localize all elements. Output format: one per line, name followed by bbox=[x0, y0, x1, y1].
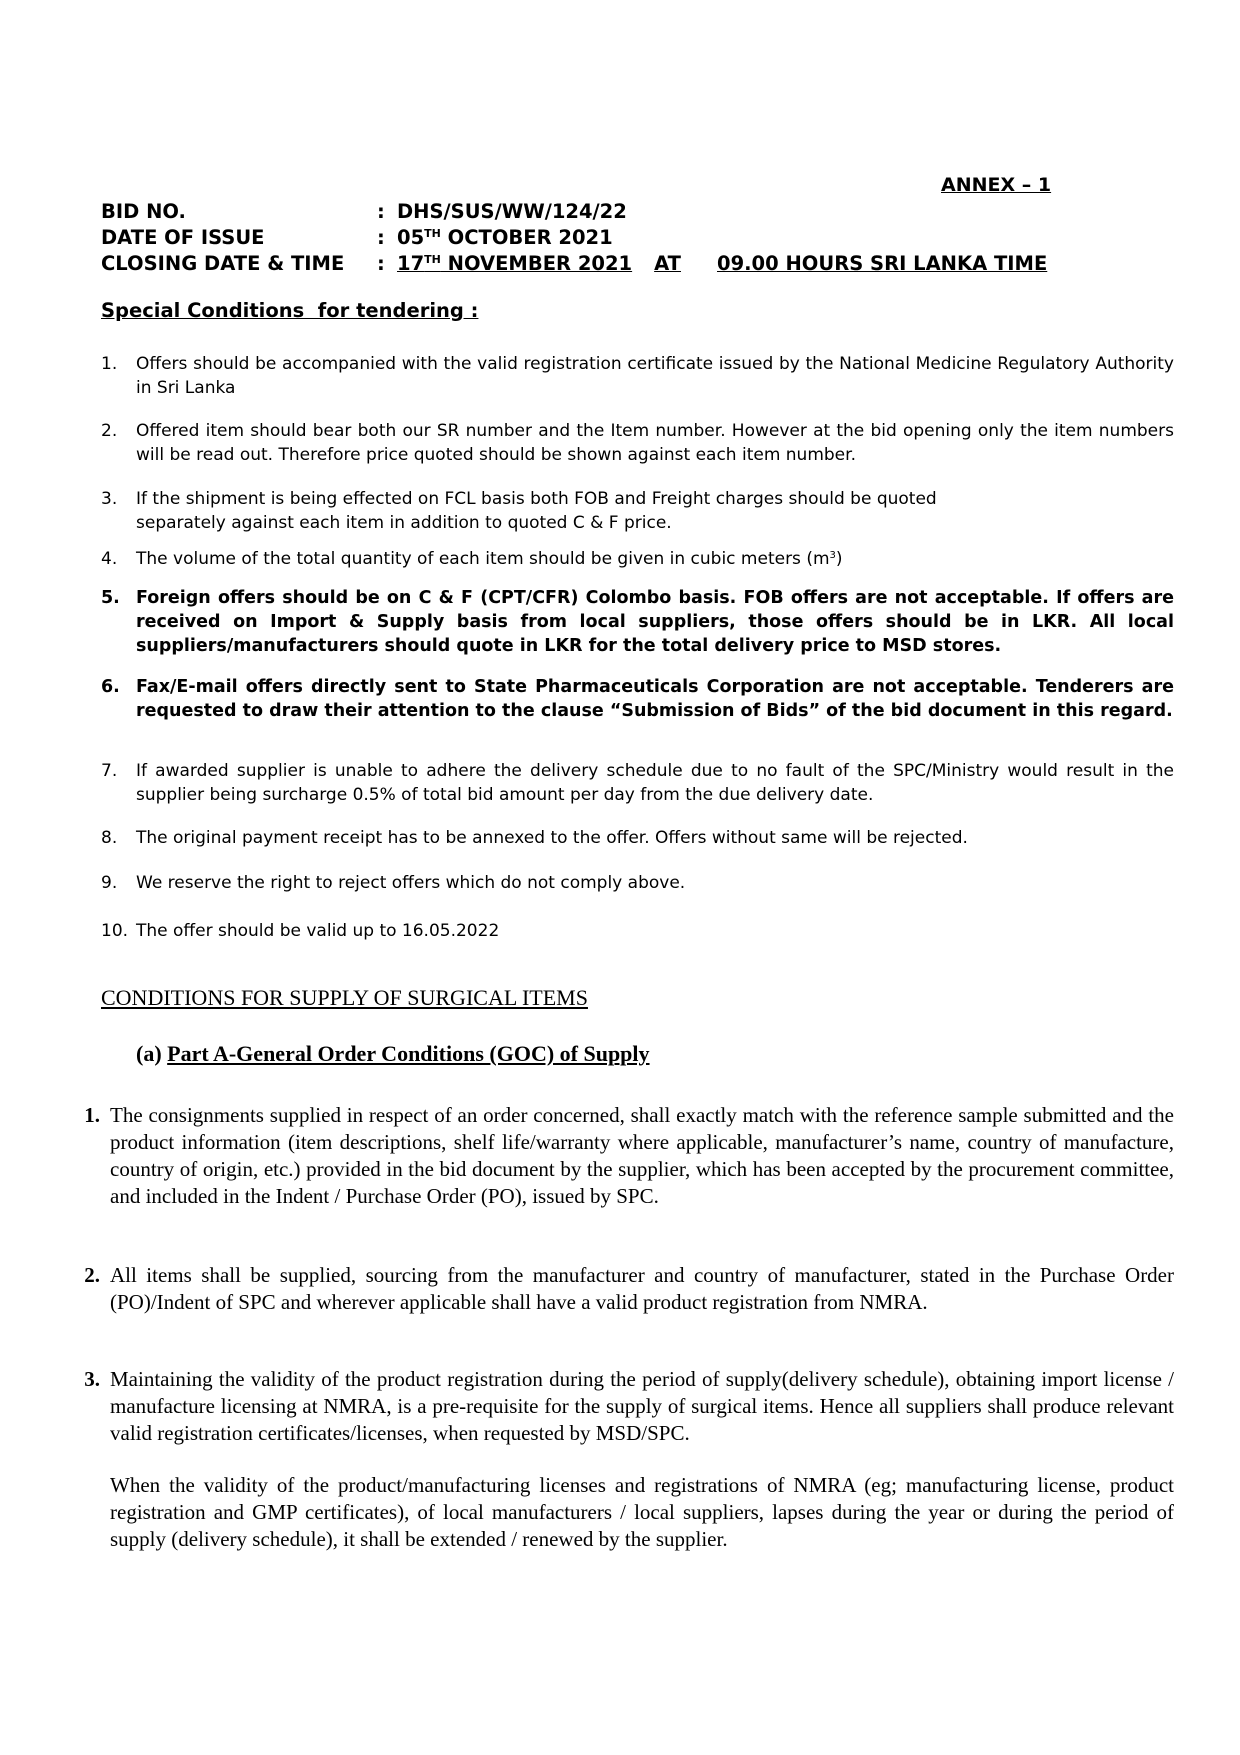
special-condition-item: 8. The original payment receipt has to be annexed to the offer. Offers without same will be rejected. bbox=[101, 828, 968, 848]
special-condition-item: 1. Offers should be accompanied with the valid registration certificate issued by the National Medicine Regulatory Authority in Sri Lanka bbox=[101, 354, 1174, 398]
conditions-title: CONDITIONS FOR SUPPLY OF SURGICAL ITEMS bbox=[101, 985, 588, 1010]
closing-at: AT bbox=[654, 252, 681, 275]
goc-item: 3. Maintaining the validity of the product registration during the period of supply(delivery schedule), obtaining import license / manufacture licensing at NMRA, is a pre-requisite for the supply of surgical items. Hence all suppliers shall produce relevant valid registration certificates/licenses, when requested by MSD/SPC. bbox=[84, 1367, 1174, 1445]
special-condition-item: 10. The offer should be valid up to 16.05.2022 bbox=[101, 921, 500, 941]
bid-number-row: BID NO. : DHS/SUS/WW/124/22 bbox=[101, 200, 627, 223]
closing-date-value: 17TH NOVEMBER 2021 bbox=[397, 252, 633, 275]
goc-item: 2. All items shall be supplied, sourcing from the manufacturer and country of manufacturer, stated in the Purchase Order (PO)/Indent of SPC and wherever applicable shall have a valid product registration from NMRA. bbox=[84, 1263, 1174, 1314]
goc-paragraph: When the validity of the product/manufacturing licenses and registrations of NMRA (eg; manufacturing license, product registration and GMP certificates), of local manufacturers / local suppliers, lapses during the year or during the period of supply (delivery schedule), it shall be extended / renewed by the supplier. bbox=[110, 1473, 1174, 1551]
special-condition-item: 4. The volume of the total quantity of each item should be given in cubic meters $(m^3)$ bbox=[101, 549, 843, 569]
goc-item: 1. The consignments supplied in respect of an order concerned, shall exactly match with the reference sample submitted and the product information (item descriptions, shelf life/warranty where applicable, manufacturer’s name, country of manufacture, country of origin, etc.) provided in the bid document by the supplier, which has been accepted by the procurement committee, and included in the Indent / Purchase Order (PO), issued by SPC. bbox=[84, 1103, 1174, 1208]
special-condition-item: 3. If the shipment is being effected on FCL basis both FOB and Freight charges should be quoted separately against each item in addition to quoted C & F price. bbox=[101, 489, 937, 533]
bid-number-label: BID NO. bbox=[101, 200, 186, 223]
special-condition-item: 2. Offered item should bear both our SR number and the Item number. However at the bid opening only the item numbers will be read out. Therefore price quoted should be shown against each item number. bbox=[101, 421, 1174, 465]
closing-date-row: CLOSING DATE & TIME : 17TH NOVEMBER 2021 AT 09.00 HOURS SRI LANKA TIME bbox=[101, 252, 1048, 275]
closing-time: 09.00 HOURS SRI LANKA TIME bbox=[717, 252, 1048, 275]
closing-date-label: CLOSING DATE & TIME bbox=[101, 252, 345, 275]
date-of-issue-value: 05TH OCTOBER 2021 bbox=[397, 226, 613, 249]
date-of-issue-row: DATE OF ISSUE : 05TH OCTOBER 2021 bbox=[101, 226, 613, 249]
special-condition-item: 6. Fax/E-mail offers directly sent to State Pharmaceuticals Corporation are not acceptable. Tenderers are requested to draw their attention to the clause “Submission of Bids” of the bid document in this regard. bbox=[101, 677, 1174, 721]
special-conditions-title: Special Conditions for tendering : bbox=[101, 299, 479, 322]
date-of-issue-label: DATE OF ISSUE bbox=[101, 226, 265, 249]
bid-number-value: DHS/SUS/WW/124/22 bbox=[397, 200, 627, 223]
special-condition-item: 7. If awarded supplier is unable to adhere the delivery schedule due to no fault of the SPC/Ministry would result in the supplier being surcharge 0.5% of total bid amount per day from the due delivery date. bbox=[101, 761, 1174, 805]
part-a-heading: (a) Part A-General Order Conditions (GOC) of Supply bbox=[136, 1041, 650, 1066]
special-condition-item: 5. Foreign offers should be on C & F (CPT/CFR) Colombo basis. FOB offers are not acceptable. If offers are received on Import & Supply basis from local suppliers, those offers should be in LKR. All local suppliers/manufacturers should quote in LKR for the total delivery price to MSD stores. bbox=[101, 588, 1174, 656]
annex-label: ANNEX – 1 bbox=[941, 174, 1052, 196]
special-condition-item: 9. We reserve the right to reject offers which do not comply above. bbox=[101, 873, 686, 893]
